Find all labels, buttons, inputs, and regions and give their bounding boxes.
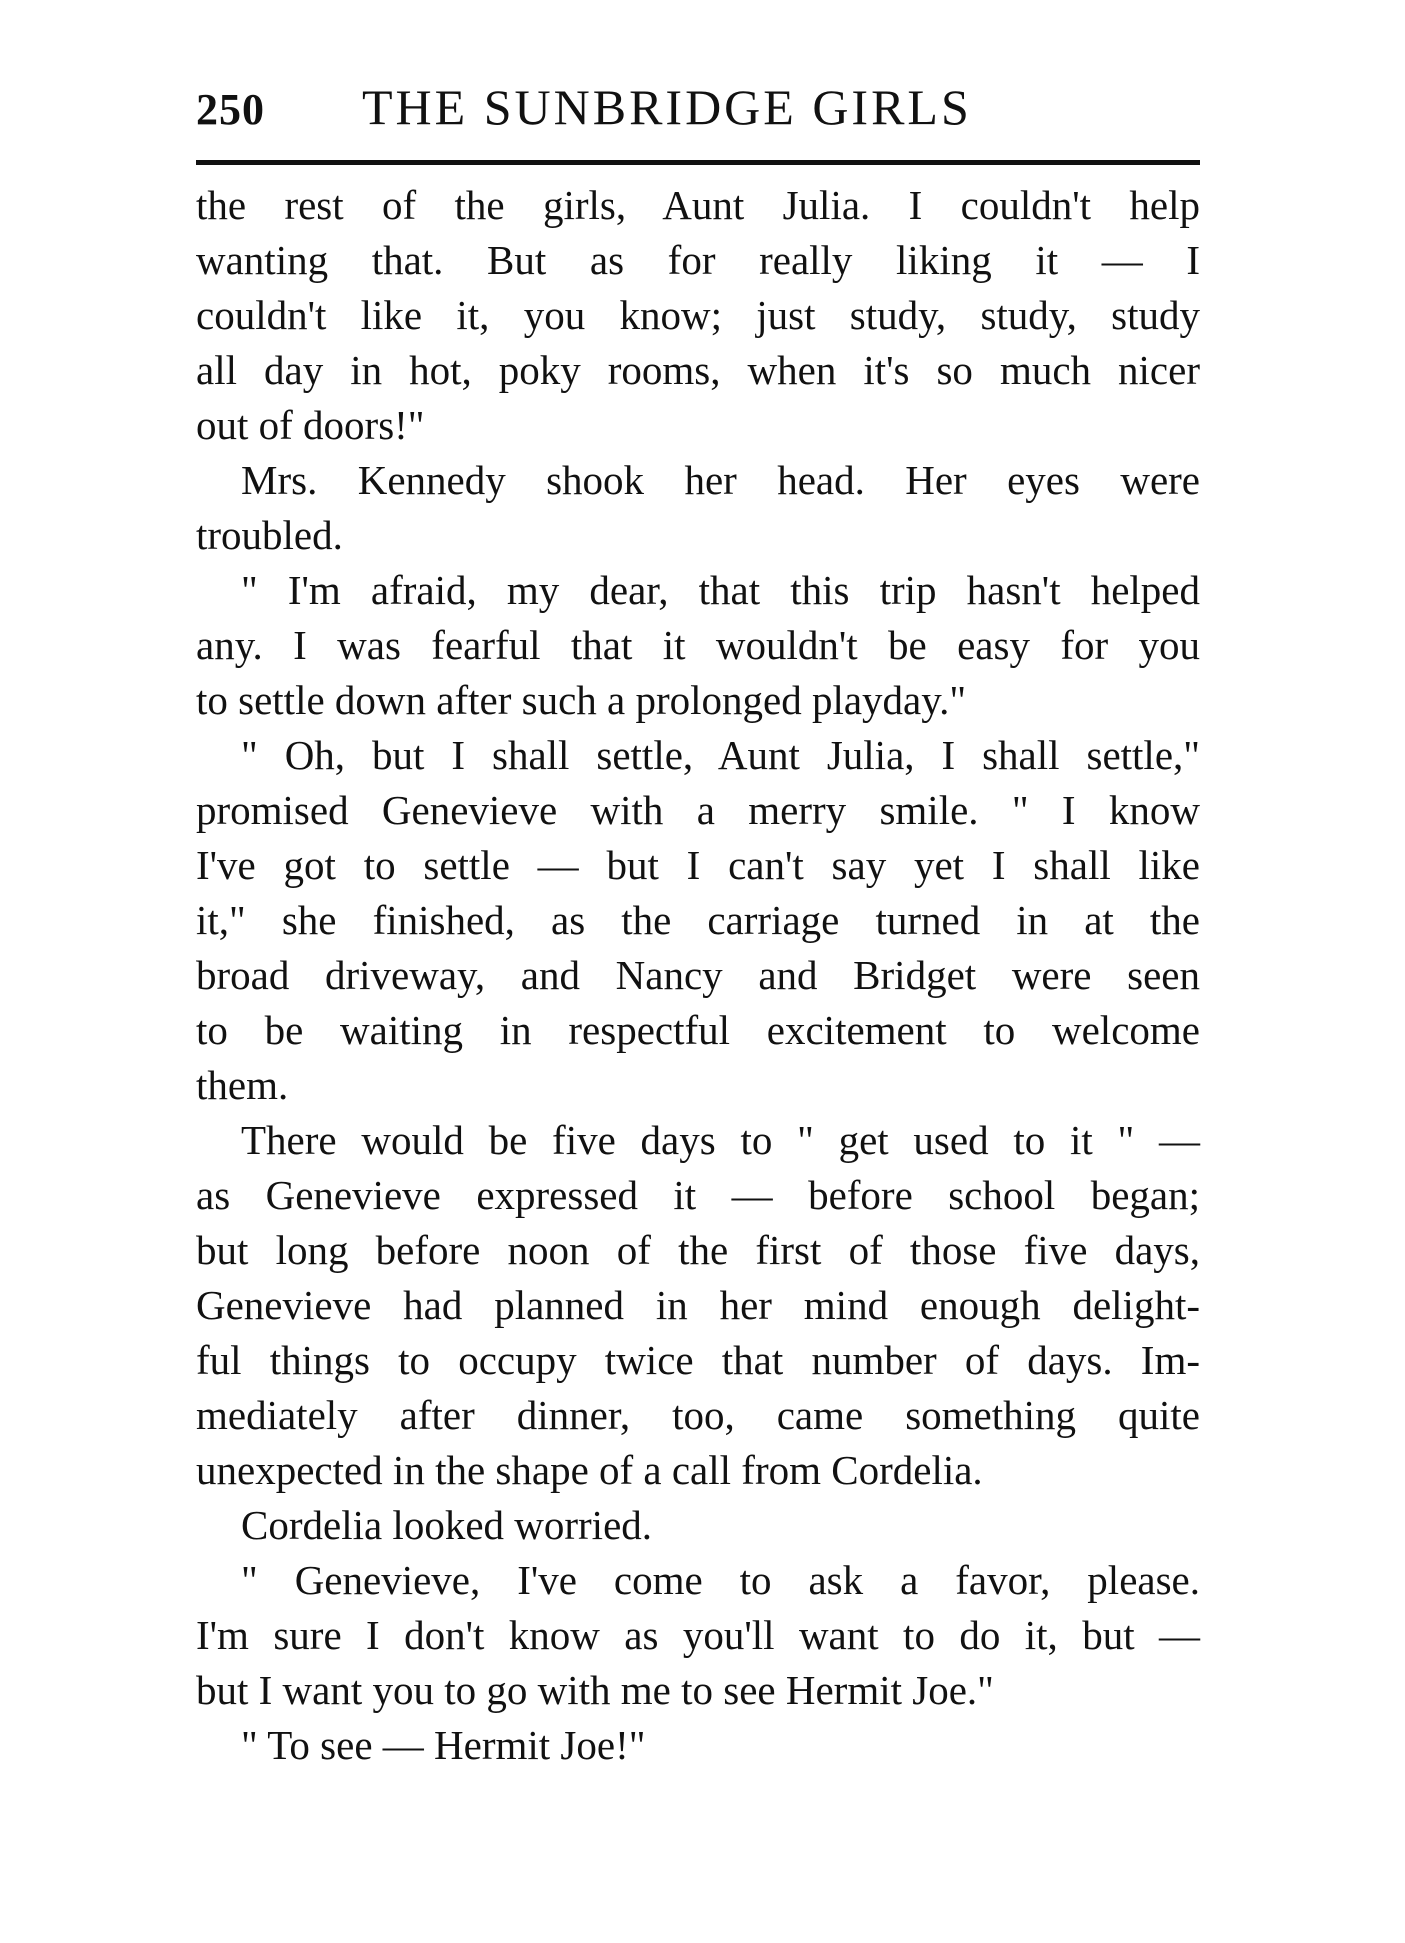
text-line: I've got to settle — but I can't say yet I shall like <box>196 842 1200 888</box>
page-header <box>196 78 1198 148</box>
body-text <box>196 178 1200 1773</box>
text-line: Mrs. Kennedy shook her head. Her eyes were <box>241 457 1200 503</box>
text-line: " I'm afraid, my dear, that this trip hasn't helped <box>241 567 1200 613</box>
text-line: ful things to occupy twice that number of days. Im- <box>196 1337 1200 1383</box>
text-line: promised Genevieve with a merry smile. " I know <box>196 787 1200 833</box>
text-line: I'm sure I don't know as you'll want to do it, but — <box>196 1612 1200 1658</box>
text-line: " Genevieve, I've come to ask a favor, please. <box>241 1557 1200 1603</box>
text-line: broad driveway, and Nancy and Bridget were seen <box>196 952 1200 998</box>
text-line: the rest of the girls, Aunt Julia. I couldn't help <box>196 182 1200 228</box>
text-line: mediately after dinner, too, came something quite <box>196 1392 1200 1438</box>
text-line: " Oh, but I shall settle, Aunt Julia, I shall settle," <box>241 732 1200 778</box>
text-line: out of doors!" <box>196 402 425 448</box>
running-title: THE SUNBRIDGE GIRLS <box>362 79 972 135</box>
text-line: any. I was fearful that it wouldn't be easy for you <box>196 622 1200 668</box>
header-rule <box>196 160 1200 165</box>
text-line: all day in hot, poky rooms, when it's so much nicer <box>196 347 1200 393</box>
text-line: Genevieve had planned in her mind enough delight- <box>196 1282 1200 1328</box>
text-line: as Genevieve expressed it — before school began; <box>196 1172 1200 1218</box>
text-line: wanting that. But as for really liking it — I <box>196 237 1200 283</box>
text-line: " To see — Hermit Joe!" <box>241 1722 646 1768</box>
text-line: but I want you to go with me to see Hermit Joe." <box>196 1667 994 1713</box>
text-line: Cordelia looked worried. <box>241 1502 653 1548</box>
text-line: to be waiting in respectful excitement to welcome <box>196 1007 1200 1053</box>
text-line: them. <box>196 1062 289 1108</box>
text-line: There would be five days to " get used to it " — <box>241 1117 1200 1163</box>
text-line: unexpected in the shape of a call from Cordelia. <box>196 1447 983 1493</box>
text-line: couldn't like it, you know; just study, study, study <box>196 292 1200 338</box>
page-number: 250 <box>196 85 265 134</box>
text-line: but long before noon of the first of those five days, <box>196 1227 1200 1273</box>
text-line: to settle down after such a prolonged playday." <box>196 677 967 723</box>
text-line: troubled. <box>196 512 343 558</box>
text-line: it," she finished, as the carriage turned in at the <box>196 897 1200 943</box>
